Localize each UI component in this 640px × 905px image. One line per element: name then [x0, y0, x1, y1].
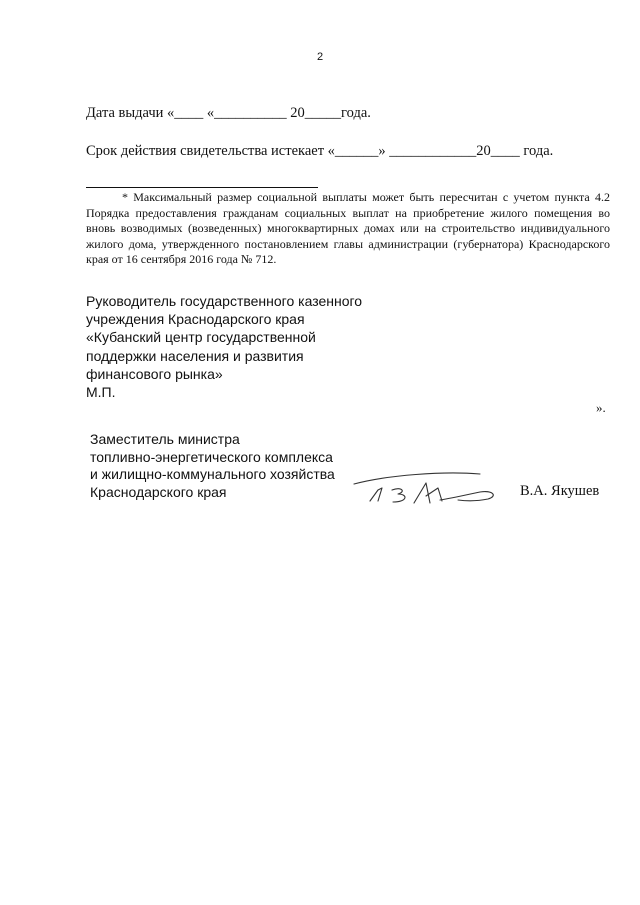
footnote: * Максимальный размер социальной выплаты может быть пересчитан с учетом пункта 4.2 Порядка предоставления гражданам социальных выплат на приобретение жилого помещения во вновь возводимых (возведенных) многоквартирных домах или на строительство индивидуального жилого дома, утвержденного постановлением главы администрации (губернатора) Краснодарского края от 16 сентября 2016 года № 712. — [86, 190, 610, 266]
organization-line: «Кубанский центр государственной — [86, 329, 316, 346]
validity-line: Срок действия свидетельства истекает «______» ____________20____ года. — [86, 143, 554, 159]
deputy-title-block — [90, 431, 335, 501]
organization-block — [86, 292, 362, 401]
page-number: 2 — [316, 51, 324, 63]
issue-date-line: Дата выдачи «____ «__________ 20_____года. — [86, 105, 371, 121]
deputy-title-line: Краснодарского края — [90, 483, 227, 500]
organization-line: финансового рынка» — [86, 365, 223, 382]
footnote-separator — [86, 187, 318, 188]
handwritten-signature — [348, 466, 508, 510]
organization-line: учреждения Краснодарского края — [86, 311, 305, 328]
organization-line: поддержки населения и развития — [86, 347, 304, 364]
organization-line: Руководитель государственного казенного — [86, 293, 363, 309]
deputy-title-line: топливно-энергетического комплекса — [90, 448, 333, 465]
closing-quote: ». — [596, 400, 606, 415]
signer-name: В.А. Якушев — [520, 483, 600, 499]
stamp-label: М.П. — [86, 384, 116, 401]
deputy-title-line: и жилищно-коммунального хозяйства — [90, 466, 335, 482]
deputy-title-line: Заместитель министра — [90, 431, 240, 447]
